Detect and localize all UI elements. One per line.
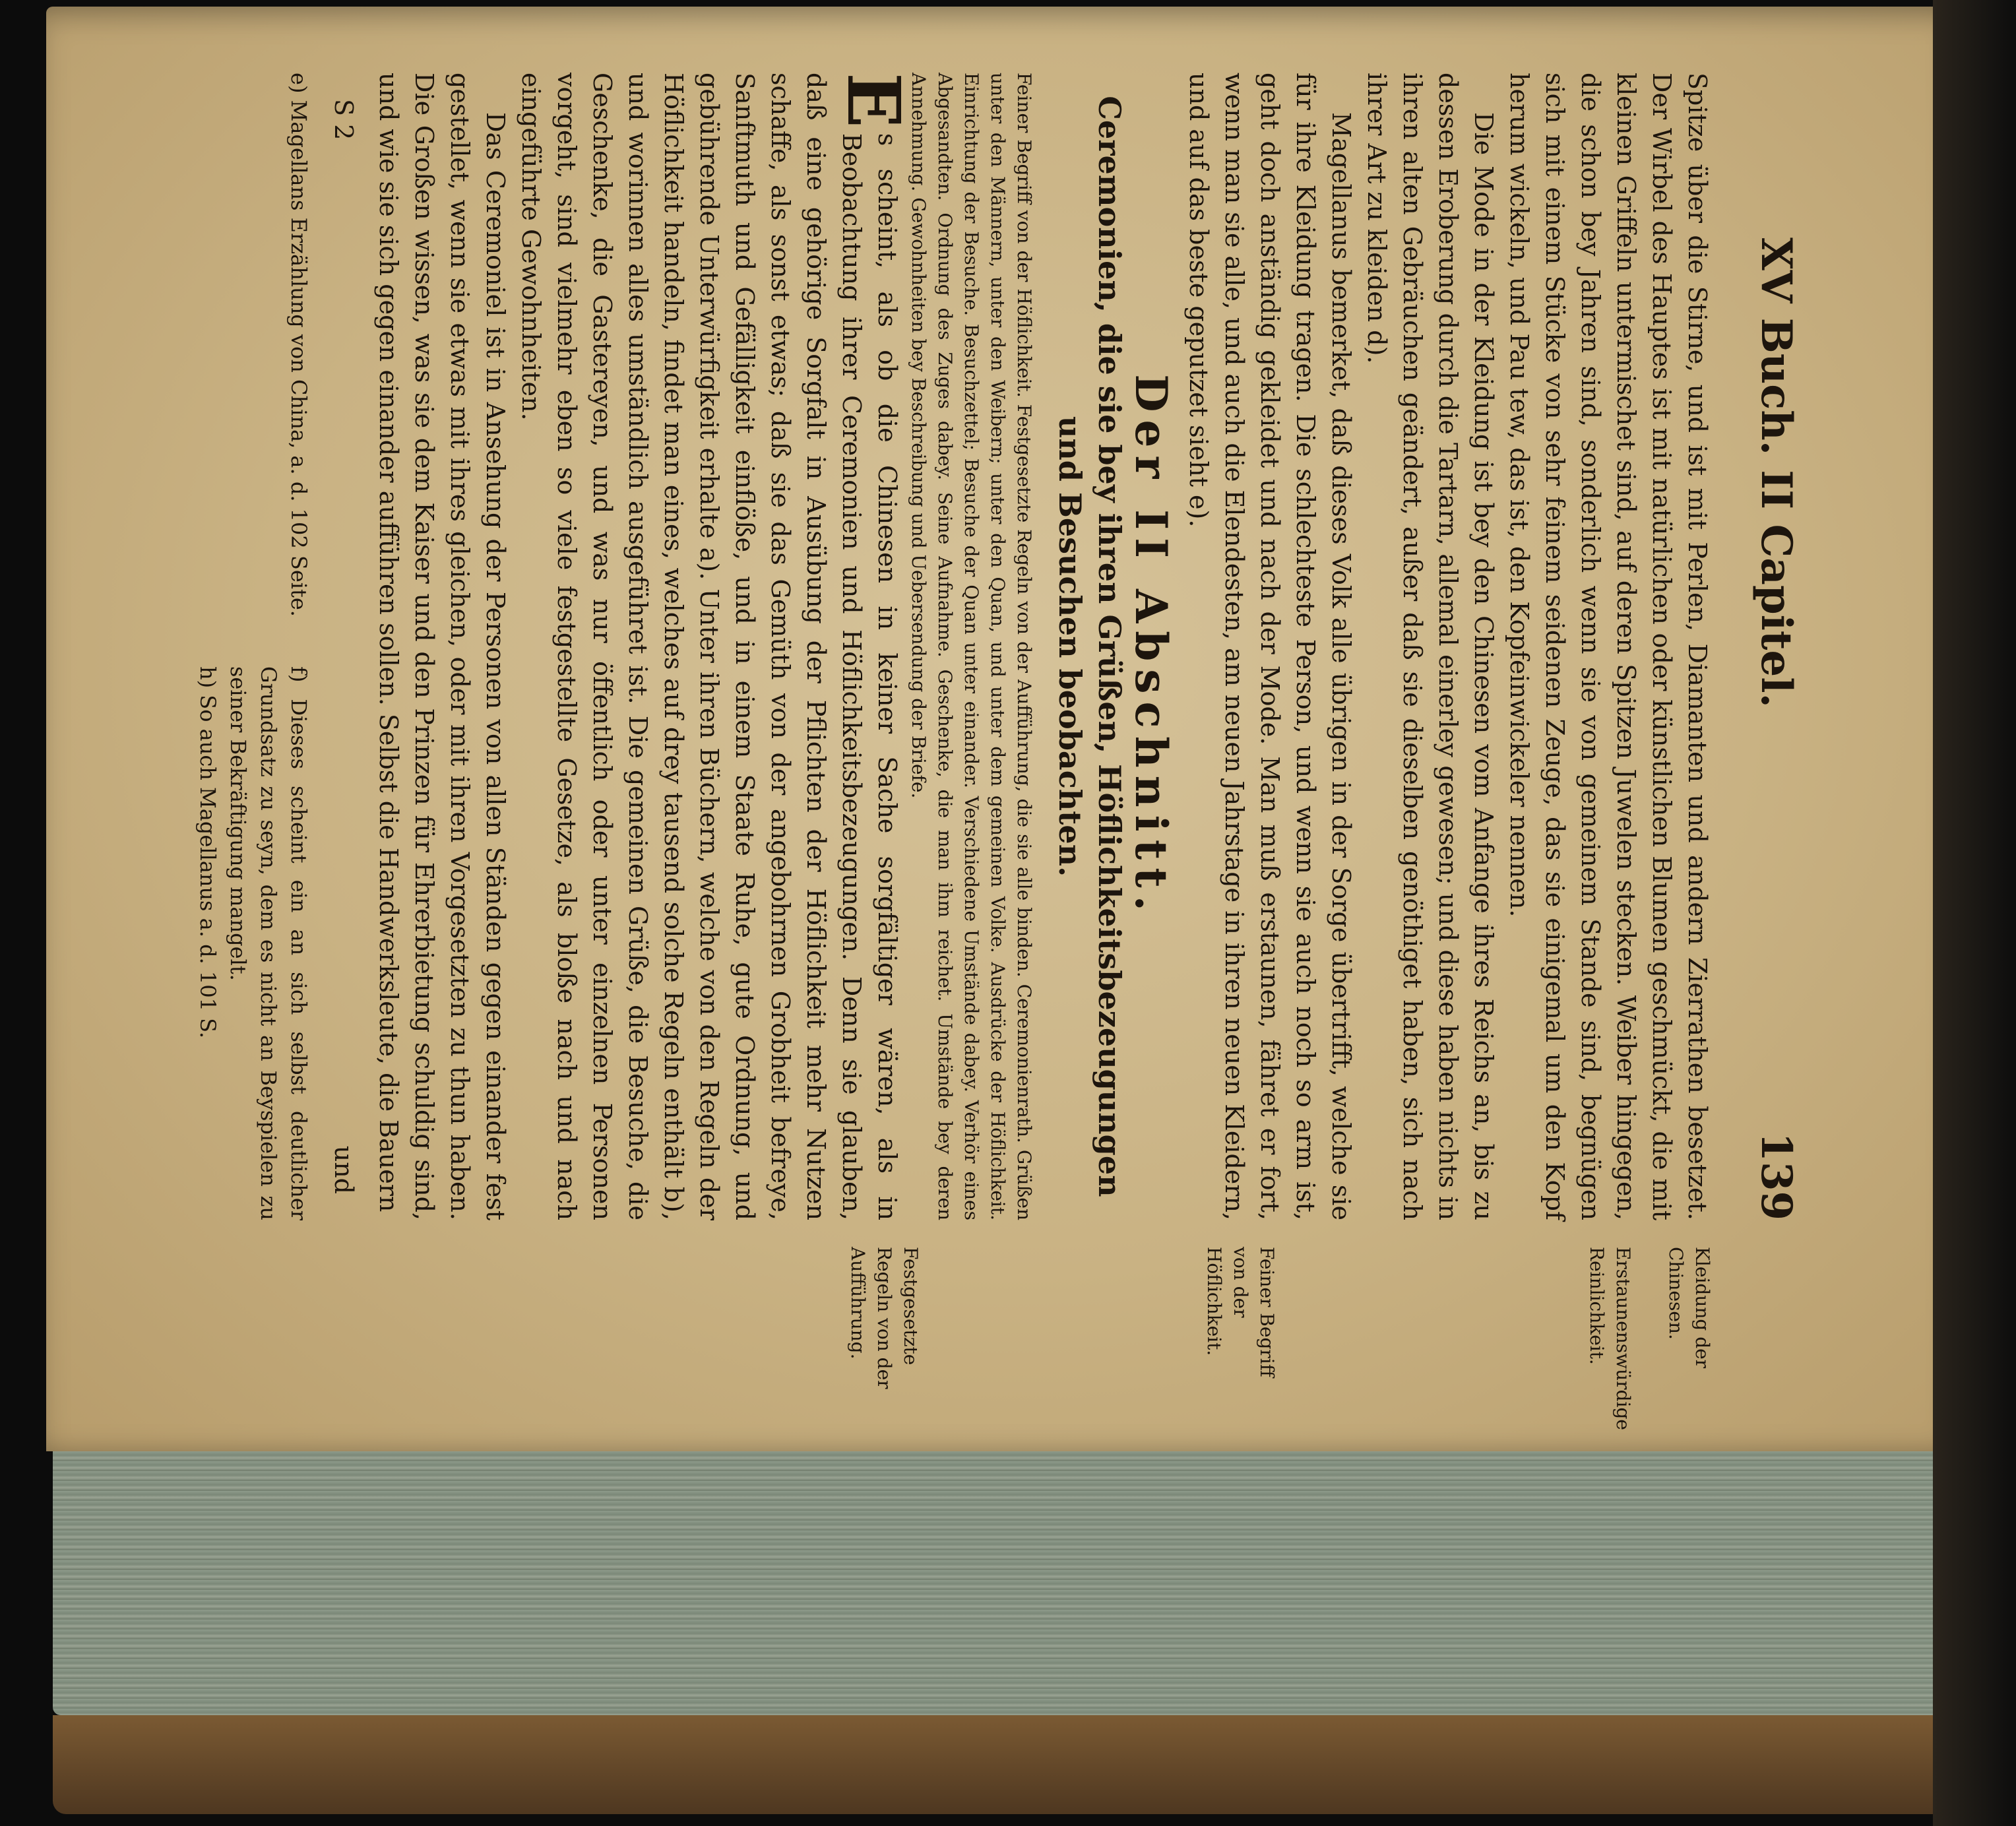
main-column <box>195 73 1715 1220</box>
drop-cap: E <box>831 73 916 128</box>
paragraph: Das Ceremoniel ist in Ansehung der Personen von allen Ständen gegen einander fest gestellet, wenn sie etwas mit ihres gleichen, oder mit ihren Vorgesetzten zu thun haben. Die Großen wissen, was sie dem Kaiser und den Prinzen für Ehrerbietung schuldig sind, und wie sie sich gegen einander aufführen sollen. Selbst die Handwerksleute, die Bauern <box>374 73 510 1220</box>
running-header <box>1735 73 1808 1326</box>
side-note: Erstaunenswürdige Reinlichkeit. <box>1586 1247 1634 1430</box>
section-summary: Feiner Begriff von der Höflichkeit. Festgesetzte Regeln von der Aufführung, die sie alle binden. Ceremonienrath. Grüßen unter den Männern, unter den Weibern; unter den Quan, und unter dem gemeinen Volke. Ausdrücke der Höflichkeit. Einrichtung der Besuche. Besuchzettel; Besuche der Quan unter einander. Verschiedene Umstände dabey. Verhör eines Abgesandten. Ordnung des Zuges dabey. Seine Aufnahme. Geschenke, die man ihm reichet. Umstände bey deren Annehmung. Gewohnheiten bey Beschreibung und Uebersendung der Briefe. <box>908 73 1035 1220</box>
footnote: f) Dieses scheint ein an sich selbst deutlicher Grundsatz zu seyn, dem es nicht an Beyspielen zu seiner Bekräftigung mangelt. <box>226 666 311 1220</box>
paragraph: Die Mode in der Kleidung ist bey den Chinesen vom Anfange ihres Reichs an, bis zu dessen Eroberung durch die Tartarn, allemal einerley gewesen; und diese haben nichts in ihren alten Gebräuchen geändert, außer daß sie dieselben genöthiget haben, sich nach ihrer Art zu kleiden d). <box>1362 73 1498 1220</box>
section-title: Der II Abschnitt. <box>1125 374 1177 919</box>
section-subtitle: Ceremonien, die sie bey ihren Grüßen, Höflichkeitsbezeugungen und Besuchen beobachten. <box>1052 96 1127 1197</box>
body-area <box>195 73 1715 1643</box>
footnotes <box>193 73 314 1220</box>
footnote-column <box>193 73 314 627</box>
catchwords <box>326 73 362 1220</box>
book-cover <box>53 1715 1959 1814</box>
side-note: Festgesetzte Regeln von der Aufführung. <box>847 1247 922 1389</box>
footnote: h) So auch Magellanus a. d. 101 S. <box>195 666 220 1039</box>
book-spine <box>1933 0 2016 1826</box>
margin-notes <box>594 1247 1715 1430</box>
catchword: und <box>329 1145 358 1194</box>
side-note: Feiner Begriff von der Höflichkeit. <box>1203 1247 1278 1377</box>
side-note: Kleidung der Chinesen. <box>1665 1247 1713 1369</box>
page-number: 139 <box>1751 1132 1801 1220</box>
paragraph: Spitze über die Stirne, und ist mit Perlen, Diamanten und andern Zierrathen besetzet. Der Wirbel des Hauptes ist mit natürlichen oder künstlichen Blumen geschmückt, die mit kleinen Griffeln untermischet sind, auf deren Spitzen Juwelen stecken. Weiber hingegen, die schon bey Jahren sind, sonderlich wenn sie von gemeinem Stande sind, begnügen sich mit einem Stücke von sehr feinem seidenen Zeuge, das sie einigemal um den Kopf herum wickeln, und Pau tew, das ist, den Kopfeinwickeler nennen. <box>1505 73 1712 1220</box>
paragraph-dropcap <box>513 73 916 1220</box>
footnote-column <box>193 666 314 1220</box>
footnote: e) Magellans Erzählung von China, a. d. 102 Seite. <box>286 73 311 617</box>
paragraph: Magellanus bemerket, daß dieses Volk alle übrigen in der Sorge übertrifft, welche sie für ihre Kleidung tragen. Die schlechteste Person, und wenn sie auch noch so arm ist, geht doch anständig gekleidet und nach der Mode. Man muß erstaunen, fähret er fort, wenn man sie alle, und auch die Elendesten, am neuen Jahrstage in ihren neuen Kleidern, und auf das beste geputzet sieht e). <box>1184 73 1356 1220</box>
paragraph-text: s scheint, als ob die Chinesen in keiner Sache sorgfältiger wären, als in Beobachtung ihrer Ceremonien und Höflichkeitsbezeugungen. Denn sie glauben, daß eine gehörige Sorgfalt in Ausübung der Pflichten der Höflichkeit mehr Nutzen schaffe, als sonst etwas; daß sie das Gemüth von der angebohrnen Grobheit befreye, Sanftmuth und Gefälligkeit einflöße, und in einem Staate Ruhe, gute Ordnung, und gebührende Unterwürfigkeit erhalte a). Unter ihren Büchern, welche von den Regeln der Höflichkeit handeln, findet man eines, welches auf drey tausend solche Regeln enthält b), und worinnen alles umständlich ausgeführet ist. Die gemeinen Grüße, die Besuche, die Geschenke, die Gastereyen, und was nur öffentlich oder unter einzelnen Personen vorgeht, sind vielmehr eben so viele festgestellte Gesetze, als bloße nach und nach eingeführte Gewohnheiten. <box>517 73 902 1220</box>
page-text <box>195 73 1808 1430</box>
signature-mark: S 2 <box>329 99 358 141</box>
running-title: XV Buch. II Capitel. <box>1751 237 1801 708</box>
